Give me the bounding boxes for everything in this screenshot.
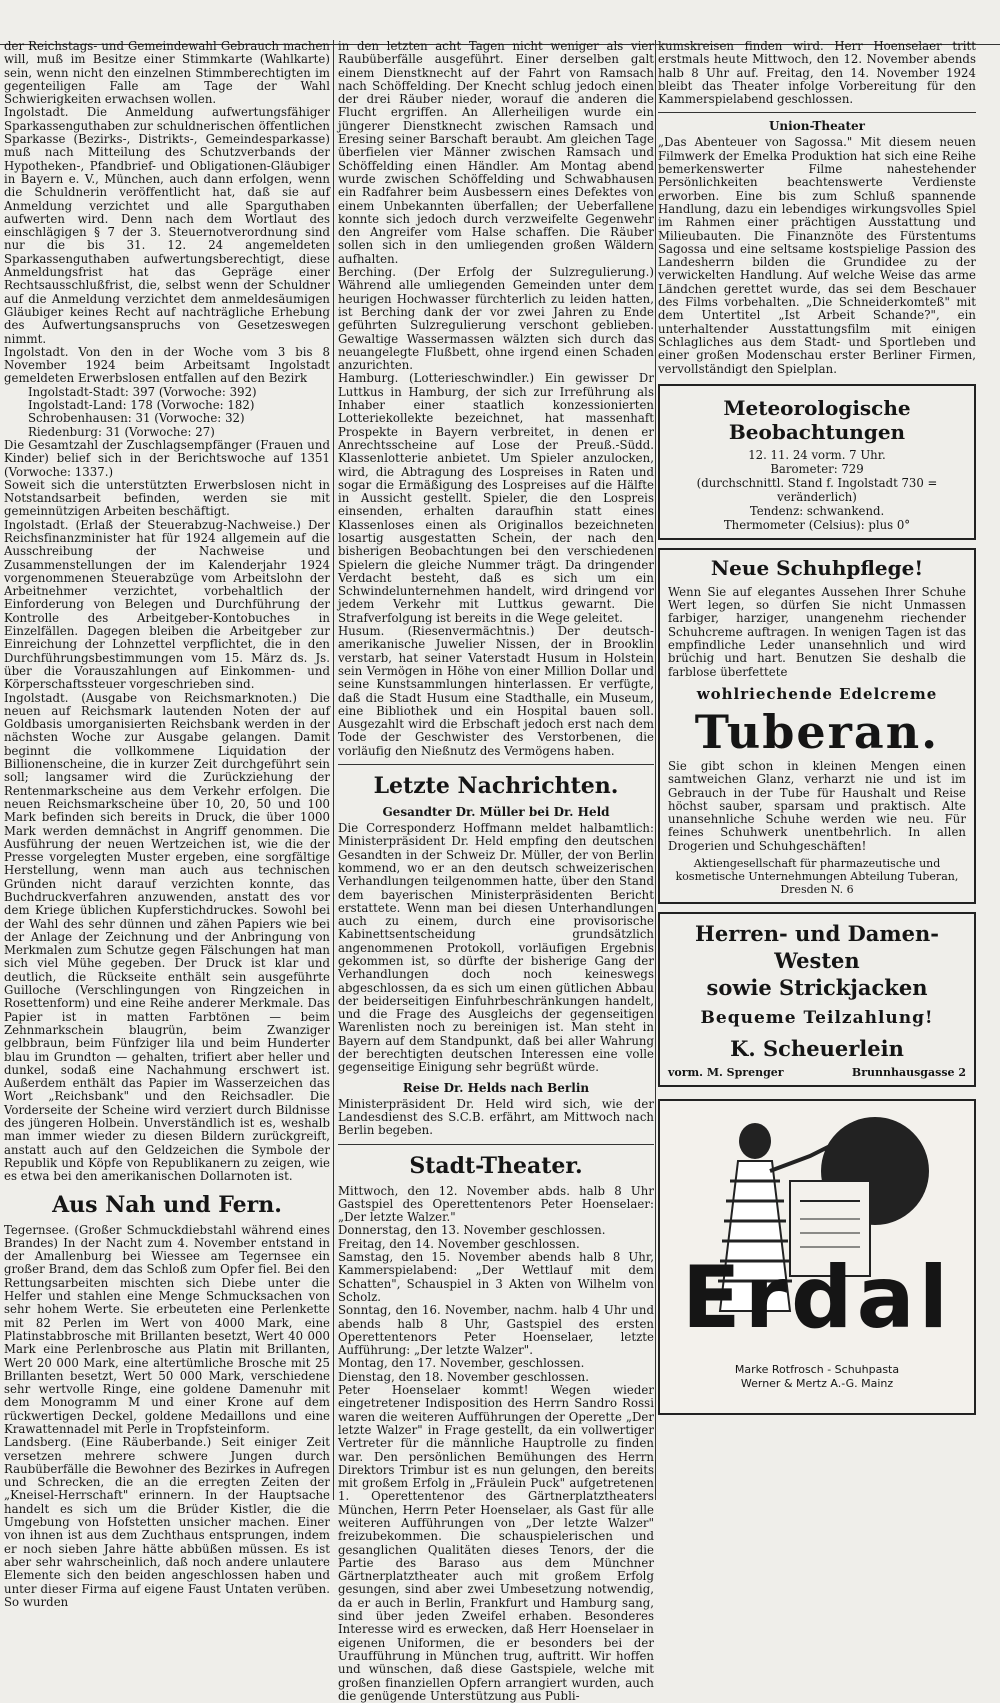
ad-brand: Tuberan.	[694, 704, 940, 759]
theater-entry: Sonntag, den 16. November, nachm. halb 4 Uhr und abends halb 8 Uhr, Gastspiel des ersten Operettentenors Peter Hoenselaer, letzte Aufführung: „Der letzte Walzer".	[338, 1303, 654, 1358]
theater-entry: Dienstag, den 18. November geschlossen.	[338, 1369, 589, 1384]
article-paragraph: Ministerpräsident Dr. Held wird sich, wie der Landesdienst des S.C.B. erfährt, am Mittwoch nach Berlin begeben.	[338, 1096, 654, 1138]
theater-entry: Donnerstag, den 13. November geschlossen.	[338, 1223, 606, 1238]
weather-box	[658, 384, 976, 540]
column-left	[4, 40, 330, 1609]
weather-title: Meteorologische Beobachtungen	[723, 395, 911, 444]
article-paragraph: Ingolstadt. (Ausgabe von Reichsmarknoten.) Die neuen auf Reichsmark lautenden Noten der auf Goldbasis umorganisierten Reichsbank werden in der nächsten Woche zur Ausgabe gelangen. Damit beginnt die vollkommene Liquidation der Billionenscheine, die in kurzer Zeit durchgeführt sein soll; langsamer wird die Zurückziehung der Rentenmarkscheine aus dem Verkehr erfolgen. Die neuen Reichsmarkscheine über 10, 20, 50 und 100 Mark befinden sich bereits in Druck, die über 1000 Mark werden demnächst in Angriff genommen. Die Ausführung der neuen Wertzeichen ist, wie die der Presse vorgelegten Muster ergeben, eine sorgfältige Herstellung, wenn man auch aus technischen Gründen nicht darauf verzichten konnte, das Buchdruckverfahren anzuwenden, anstatt des vor dem Kriege üblichen Kupferstichdruckes. Sowohl bei der Wahl des sehr dünnen und zähen Papiers wie bei der Anlage der Zeichnung und der Anbringung von Merkmalen zum Schutze gegen Fälschungen hat man sich viel Mühe gegeben. Der Druck ist klar und deutlich, die Rückseite enthält sein ausgeführte Guilloche (Verschlingungen von Ringzeichen in Rosettenform) und eine Reihe anderer Merkmale. Das Papier ist in matten Farbtönen — beim Zehnmarkschein blaugrün, beim Zwanziger gelbbraun, beim Fünfziger lila und beim Hunderter blau im Grundton — gehalten, trifiert aber heller und dunkel, sodaß eine Nachahmung erschwert ist. Außerdem enthält das Papier im Wasserzeichen das Wort „Reichsbank" und den Reichsadler. Die Vorderseite der Scheine wird verziert durch Bildnisse des jüngeren Holbein. Unverständlich ist es, weshalb man immer wieder zu diesen Bildern zurückgreift, anstatt auch auf den Geldzeichen die Symbole der Republik und Köpfe von Republikanern zu zeigen, wie es etwa bei den amerikanischen Dollarnoten ist.	[4, 690, 330, 1184]
ad-merchant: K. Scheuerlein	[730, 1035, 904, 1061]
article-subheading: Gesandter Dr. Müller bei Dr. Held	[382, 805, 610, 820]
article-subheading: Union-Theater	[768, 119, 866, 134]
list-item: Riedenburg: 31 (Vorwoche: 27)	[28, 424, 215, 439]
theater-entry: Mittwoch, den 12. November abds. halb 8 Uhr Gastspiel des Operettentenors Peter Hoenselaer: „Der letzte Walzer."	[338, 1183, 654, 1225]
ad-text: Wenn Sie auf elegantes Aussehen Ihrer Schuhe Wert legen, so dürfen Sie nicht Unmassen farbiger, harziger, unangenehm riechender Schuhcreme auftragen. In wenigen Tagen ist das empfindliche Leder unansehnlich und wird brüchig und hart. Benutzen Sie deshalb die farblose überfettete	[668, 584, 966, 679]
theater-entry: Peter Hoenselaer kommt! Wegen wieder eingetretener Indisposition des Herrn Sandro Rossi waren die weiteren Aufführungen der Operette „Der letzte Walzer" in Frage gestellt, da ein vollwertiger Vertreter für die männliche Hauptrolle zu finden war. Den persönlichen Bemühungen des Herrn Direktors Trimbur ist es nun gelungen, den bereits mit großem Erfolg in „Fräulein Puck" aufgetretenen 1. Operettentenor des Gärtnerplatztheaters München, Herrn Peter Hoenselaer, als Gast für alle weiteren Aufführungen von „Der letzte Walzer" freizubekommen. Die schauspielerischen und gesanglichen Qualitäten dieses Tenors, der die Partie des Baraso aus dem Münchner Gärtnerplatztheater auch mit großem Erfolg gesungen, sind aber zwei Umbesetzung notwendig, da er auch in Berlin, Frankfurt und Hamburg sang, sind über jeden Zweifel erhaben. Besonderes Interesse wird es erwecken, daß Herr Hoenselaer in eigenen Uniformen, die er besonders bei der Uraufführung in München trug, auftritt. Wir hoffen und wünschen, daß diese Gastspiele, welche mit großen finanziellen Opfern arrangiert wurden, auch die genügende Unterstützung aus Publi-	[338, 1383, 654, 1703]
weather-line: 12. 11. 24 vorm. 7 Uhr.	[748, 447, 886, 462]
article-paragraph: kumskreisen finden wird. Herr Hoenselaer tritt erstmals heute Mittwoch, den 12. November abends halb 8 Uhr auf. Freitag, den 14. November 1924 bleibt das Theater infolge Vorbereitung für den Kammerspielabend geschlossen.	[658, 39, 976, 107]
divider	[338, 764, 654, 765]
list-item: Ingolstadt-Land: 178 (Vorwoche: 182)	[28, 398, 255, 413]
theater-entry: Samstag, den 15. November abends halb 8 Uhr, Kammerspielabend: „Der Wettlauf mit dem Schatten", Schauspiel in 3 Akten von Wilhelm von Scholz.	[338, 1250, 654, 1304]
divider	[658, 112, 976, 113]
ad-subtitle-line: Werner & Mertz A.-G. Mainz	[740, 1376, 894, 1390]
article-paragraph: Ingolstadt. (Erlaß der Steuerabzug-Nachweise.) Der Reichsfinanzminister hat für 1924 allgemein auf die Ausschreibung der Nachweise und Zusammenstellungen der im Kalenderjahr 1924 vorgenommenen Steuerabzüge vom Arbeitslohn der Arbeitnehmer verzichtet, vorbehaltlich der Einforderung von Belegen und Durchführung der Kontrolle des Arbeitgeber-Kontobuches in Einzelfällen. Dagegen bleiben die Arbeitgeber zur Einreichung der Lohnzettel verpflichtet, die in den Durchführungsbestimmungen vom 15. März ds. Js. über die Vorauszahlungen auf Einkommen- und Körperschaftssteuer vorgeschrieben sind.	[4, 517, 330, 692]
advertisement-erdal	[658, 1099, 976, 1415]
advertisement-tuberan	[658, 548, 976, 904]
article-paragraph: Ingolstadt. Von den in der Woche vom 3 bis 8 November 1924 beim Arbeitsamt Ingolstadt gemeldeten Erwerbslosen entfallen auf den Bezirk	[4, 344, 330, 386]
ad-footer-left: vorm. M. Sprenger	[668, 1065, 784, 1079]
weather-line: Barometer: 729	[770, 461, 864, 476]
column-rule	[333, 40, 334, 1500]
advertisement-westen	[658, 912, 976, 1087]
ad-subtitle: Bequeme Teilzahlung!	[700, 1007, 934, 1028]
article-paragraph: der Reichstags- und Gemeindewahl Gebrauch machen will, muß im Besitze einer Stimmkarte (Wahlkarte) sein, wenn nicht den einzelnen Stimmberechtigten im gegenteiligen Falle am Tage der Wahl Schwierigkeiten erwachsen wollen.	[4, 39, 330, 107]
article-subheading: Reise Dr. Helds nach Berlin	[402, 1080, 590, 1095]
list-item: Ingolstadt-Stadt: 397 (Vorwoche: 392)	[28, 384, 257, 399]
ad-brand: Erdal	[681, 1247, 953, 1348]
article-paragraph: Hamburg. (Lotterieschwindler.) Ein gewisser Dr Luttkus in Hamburg, der sich zur Irreführung als Inhaber einer staatlich konzessionierten Lotteriekollekte bezeichnet, hat massenhaft Prospekte in Bayern verbreitet, in denen er Anrechtsscheine auf Lose der Preuß.-Südd. Klassenlotterie anbietet. Um Spieler anzulocken, wird, die Abtragung des Lospreises in Raten und sogar die Ermäßigung des Lospreises auf die Hälfte in Aussicht gestellt. Spieler, die den Lospreis einsenden, erhalten daraufhin statt eines Klassenloses einen als Originallos bezeichneten losartig ausgestatten Schein, der nach den bisherigen Beobachtungen bei den verschiedenen Spielern die gleiche Nummer trägt. Da dringender Verdacht besteht, daß es sich um ein Schwindelunternehmen handelt, wird dringend vor jedem Verkehr mit Luttkus gewarnt. Die Strafverfolgung ist bereits in die Wege geleitet.	[338, 371, 654, 625]
weather-line: Thermometer (Celsius): plus 0°	[723, 517, 911, 532]
article-paragraph: Landsberg. (Eine Räuberbande.) Seit einiger Zeit versetzen mehrere schwere Jungen durch Raubüberfälle die Bewohner des Bezirkes in Aufregen und Schrecken, die an die erregten Zeiten der „Kneisel-Herrschaft" erinnern. In der Hauptsache handelt es sich um die Brüder Kistler, die die Umgebung von Hofstetten unsicher machen. Einer von ihnen ist aus dem Zuchthaus entsprungen, indem er noch sieben Jahre hätte abbüßen müssen. Es ist aber sehr wahrscheinlich, daß noch andere unlautere Elemente sich den beiden angeschlossen haben und unter dieser Firma auf eigene Faust Untaten verüben. So wurden	[4, 1435, 330, 1609]
ad-company: Aktiengesellschaft für pharmazeutische und kosmetische Unternehmungen Abteilung Tuberan, Dresden N. 6	[675, 856, 959, 896]
article-paragraph: in den letzten acht Tagen nicht weniger als vier Raubüberfälle ausgeführt. Einer derselben galt einem Dienstknecht auf der Fahrt von Ramsach nach Schöffelding. Der Knecht schlug jedoch einen der drei Räuber nieder, worauf die anderen die Flucht ergriffen. An Allerheiligen wurde ein jüngerer Dienstknecht zwischen Ramsach und Eresing seiner Barschaft beraubt. Am gleichen Tage überfielen vier Männer zwischen Ramsach und Schöffelding einen Händler. Am Montag abend wurde zwischen Schöffelding und Schwabhausen ein Radfahrer beim Ausbessern eines Defektes von einem Unbekannten überfallen; der Ueberfallene konnte sich jedoch durch verzweifelte Gegenwehr den Angreifer vom Halse schaffen. Die Räuber sollen sich in den umliegenden großen Wäldern aufhalten.	[338, 39, 654, 266]
article-paragraph: Die Gesamtzahl der Zuschlagsempfänger (Frauen und Kinder) belief sich in der Berichtswoche auf 1351 (Vorwoche: 1337.)	[4, 437, 330, 479]
article-paragraph: „Das Abenteuer von Sagossa." Mit diesem neuen Filmwerk der Emelka Produktion hat sich eine Reihe bemerkenswerter Filme nahestehender Persönlichkeiten beachtenswerte Verdienste erworben. Eine bis zum Schluß spannende Handlung, dazu ein lebendiges wirkungsvolles Spiel im Rahmen einer prächtigen Ausstattung und Milieubauten. Die Finanznöte des Fürstentums Sagossa und eine seltsame kostspielige Passion des Landesherrn bilden die Grundidee zu der verwickelten Handlung. Auf welche Weise das arme Ländchen gerettet wurde, das sei dem Beschauer des Films vorbehalten. „Die Schneiderkomteß" mit dem Untertitel „Ist Arbeit Schande?", ein unterhaltender Ausstattungsfilm mit einigen Schlagliches aus dem Stadt- und Sportleben und einer großen Modenschau erster Berliner Firmen, vervollständigt den Spielplan.	[658, 135, 976, 376]
divider	[338, 1144, 654, 1145]
column-right	[658, 40, 976, 1415]
section-heading: Letzte Nachrichten.	[373, 773, 619, 800]
article-paragraph: Berching. (Der Erfolg der Sulzregulierung.) Während alle umliegenden Gemeinden unter dem heurigen Hochwasser fürchterlich zu leiden hatten, ist Berching dank der vor zwei Jahren zu Ende geführten Sulzregulierung verschont geblieben. Gewaltige Wassermassen wälzten sich durch das neuangelegte Flußbett, ohne irgend einen Schaden anzurichten.	[338, 265, 654, 373]
list-item: Schrobenhausen: 31 (Vorwoche: 32)	[28, 411, 245, 426]
column-rule	[655, 40, 656, 1500]
article-paragraph: Husum. (Riesenvermächtnis.) Der deutsch-amerikanische Juwelier Nissen, der in Brooklin verstarb, hat seiner Vaterstadt Husum in Holstein sein Vermögen in Höhe von einer Million Dollar und seine Kunstsammlungen hinterlassen. Er verfügte, daß die Stadt Husum eine Stadthalle, ein Museum, eine Bibliothek und ein Hospital bauen soll. Ausgezahlt wird die Erbschaft jedoch erst nach dem Tode der Geschwister des Verstorbenen, die vorläufig den Nießnutz des Vermögens haben.	[338, 624, 654, 758]
article-paragraph: Tegernsee. (Großer Schmuckdiebstahl während eines Brandes) In der Nacht zum 4. November entstand in der Amallenburg bei Wiessee am Tegernsee ein großer Brand, dem das Schloß zum Opfer fiel. Bei den Rettungsarbeiten mischten sich Diebe unter die Helfer und stahlen eine Menge Schmucksachen von sehr hohem Werte. Sie erbeuteten eine Perlenkette mit 82 Perlen im Wert von 4000 Mark, eine Platinstabbrosche mit Brillanten besetzt, Wert 40 000 Mark eine Perlenbrosche aus Platin mit Brillanten, Wert 20 000 Mark, eine altertümliche Brosche mit 25 Brillanten besetzt, Wert 50 000 Mark, verschiedene sehr wertvolle Ringe, eine goldene Damenuhr mit dem Monogramm M und einer Krone auf dem rückwertigen Deckel, goldene Medaillons und eine Krawattennadel mit Perle in Tropfsteinform.	[4, 1222, 330, 1436]
ad-figure-head	[739, 1123, 771, 1159]
weather-line: (durchschnittl. Stand f. Ingolstadt 730 = veränderlich)	[696, 475, 938, 504]
ad-title: sowie Strickjacken	[706, 974, 928, 1000]
ad-footer-right: Brunnhausgasse 2	[851, 1065, 966, 1079]
weather-line: Tendenz: schwankend.	[749, 503, 885, 518]
ad-title: Neue Schuhpflege!	[710, 555, 924, 580]
theater-entry: Freitag, den 14. November geschlossen.	[338, 1236, 580, 1251]
article-paragraph: Ingolstadt. Die Anmeldung aufwertungsfähiger Sparkassenguthaben zur schuldnerischen öffentlichen Sparkasse (Bezirks-, Distrikts-, Gemeindesparkasse) muß nach Mitteilung des Schutzverbands der Hypotheken-, Pfandbrief- und Obligationen-Gläubiger in Bayern e. V., München, auch dann erfolgen, wenn die Schuldnerin veröffentlicht hat, daß sie auf Anmeldung verzichtet und alle Sparguthaben aufwerten wird. Denn nach dem Wortlaut des einschlägigen § 7 der 3. Steuernotverordnung sind nur die bis 31. 12. 24 angemeldeten Sparkassenguthaben aufwertungsberechtigt, diese Anmeldungsfrist hat das Gepräge einer Rechtsausschlußfrist, die, selbst wenn der Schuldner auf die Anmeldung verzichtet dem anmeldesäumigen Gläubiger keines Recht auf nachträgliche Erhebung des Aufwertungsanspruchs von Gesetzeswegen nimmt.	[4, 105, 330, 346]
column-middle	[338, 40, 654, 1703]
ad-subtitle-line: Marke Rotfrosch - Schuhpasta	[734, 1362, 900, 1376]
article-paragraph: Soweit sich die unterstützten Erwerbslosen nicht in Notstandsarbeit befinden, werden sie mit gemeinnützigen Arbeiten beschäftigt.	[4, 477, 330, 519]
ad-text: Sie gibt schon in kleinen Mengen einen samtweichen Glanz, verharzt nie und ist im Gebrauch in der Tube für Haushalt und Reise höchst sauber, sparsam und praktisch. Alte unansehnliche Schuhe werden wie neu. Für feines Schuhwerk unentbehrlich. In allen Drogerien und Schuhgeschäften!	[668, 758, 966, 853]
ad-subtitle	[660, 1363, 974, 1391]
ad-subtitle: wohlriechende Edelcreme	[696, 684, 938, 703]
theater-entry: Montag, den 17. November, geschlossen.	[338, 1356, 585, 1371]
section-heading: Aus Nah und Fern.	[52, 1191, 282, 1218]
ad-title: Herren- und Damen-Westen	[695, 920, 939, 973]
article-paragraph: Die Corresponderz Hoffmann meldet halbamtlich: Ministerpräsident Dr. Held empfing den deutschen Gesandten in der Schweiz Dr. Müller, der von Berlin kommend, wo er an den deutsch schweizerischen Verhandlungen teilgenommen hatte, über den Stand dem bayerischen Ministerpräsidenten Bericht erstattete. Wenn man bei diesen Unterhandlungen auch zu einem, durch eine provisorische Kabinettsentscheidung grundsätzlich angenommenen Protokoll, vorläufigen Ergebnis gekommen ist, so dürfte der bisherige Gang der Verhandlungen doch noch keineswegs abgeschlossen, da es sich um einen gütlichen Abbau der beiderseitigen Einfuhrbeschränkungen handelt, und die Frage des Ausgleichs der gegenseitigen Warenlisten noch zu bereinigen ist. Man steht in Bayern auf dem Standpunkt, daß bei aller Wahrung der berechtigten deutschen Interessen eine volle gegenseitige Einigung sehr begrüßt würde.	[338, 821, 654, 1075]
section-heading: Stadt-Theater.	[409, 1152, 583, 1179]
ad-footer	[668, 1066, 966, 1079]
